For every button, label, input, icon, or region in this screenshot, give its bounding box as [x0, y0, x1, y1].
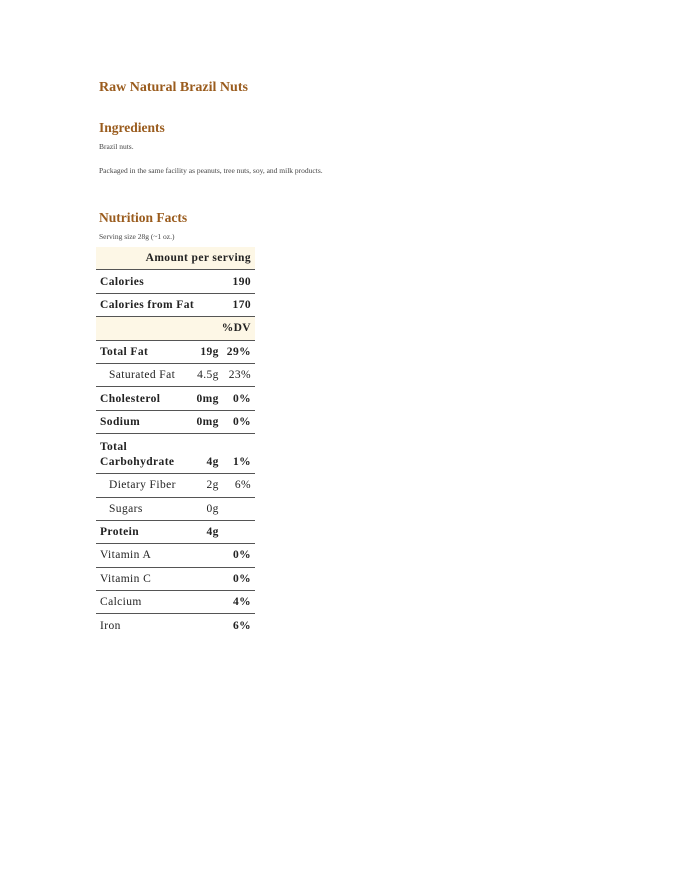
product-title: Raw Natural Brazil Nuts	[99, 80, 248, 95]
table-row	[96, 387, 255, 410]
nutrient-amount	[187, 567, 223, 590]
serving-size: Serving size 28g (~1 oz.)	[99, 232, 175, 241]
table-row	[96, 497, 255, 520]
ingredients-heading: Ingredients	[99, 120, 165, 135]
table-row	[96, 591, 255, 614]
calories-from-fat-label: Calories from Fat	[96, 293, 223, 316]
nutrient-dv: 23%	[223, 363, 255, 386]
nutrient-label: Sodium	[96, 410, 187, 433]
nutrient-label: Protein	[96, 520, 187, 543]
allergen-statement: Packaged in the same facility as peanuts, tree nuts, soy, and milk products.	[99, 166, 323, 175]
nutrient-dv	[223, 497, 255, 520]
nutrient-label: Vitamin C	[96, 567, 187, 590]
table-row	[96, 614, 255, 637]
nutrient-label: Saturated Fat	[96, 363, 187, 386]
table-row	[96, 340, 255, 363]
amount-per-serving-row	[96, 247, 255, 270]
product-info-page	[99, 78, 499, 632]
table-row	[96, 567, 255, 590]
nutrient-amount: 4g	[187, 520, 223, 543]
calories-value: 190	[223, 270, 255, 293]
nutrient-dv: 1%	[223, 434, 255, 474]
table-row	[96, 520, 255, 543]
table-row	[96, 410, 255, 433]
nutrient-dv: 0%	[223, 544, 255, 567]
calories-from-fat-row	[96, 293, 255, 316]
nutrient-label: Vitamin A	[96, 544, 187, 567]
nutrient-label-line1: Total	[100, 441, 128, 454]
nutrient-amount	[187, 591, 223, 614]
nutrient-dv: 29%	[223, 340, 255, 363]
nutrient-label: Sugars	[96, 497, 187, 520]
nutrient-amount: 0mg	[187, 410, 223, 433]
nutrient-label: Total Fat	[96, 340, 187, 363]
nutrient-label-line2: Carbohydrate	[100, 456, 175, 469]
nutrient-dv: 6%	[232, 619, 251, 632]
amount-per-serving-header: Amount per serving	[96, 247, 255, 270]
nutrient-dv: 0%	[223, 567, 255, 590]
nutrient-label: Dietary Fiber	[96, 474, 187, 497]
nutrient-dv: 0%	[223, 410, 255, 433]
nutrient-label: Calcium	[96, 591, 187, 614]
table-row	[96, 474, 255, 497]
nutrient-label	[96, 434, 187, 474]
ingredients-text: Brazil nuts.	[99, 142, 134, 151]
nutrient-label: Iron	[100, 619, 121, 632]
nutrient-dv: 4%	[223, 591, 255, 614]
nutrient-amount: 2g	[187, 474, 223, 497]
nutrient-amount: 19g	[187, 340, 223, 363]
nutrient-amount: 4.5g	[187, 363, 223, 386]
calories-label: Calories	[96, 270, 223, 293]
table-row	[96, 363, 255, 386]
nutrient-label: Cholesterol	[96, 387, 187, 410]
nutrient-amount: 4g	[187, 434, 223, 474]
nutrient-dv: 6%	[223, 474, 255, 497]
nutrient-amount	[187, 614, 223, 637]
nutrition-facts-table	[96, 247, 255, 637]
nutrition-facts-heading: Nutrition Facts	[99, 210, 188, 225]
calories-row	[96, 270, 255, 293]
nutrient-dv	[223, 520, 255, 543]
nutrient-amount	[187, 544, 223, 567]
dv-header-row	[96, 317, 255, 340]
nutrient-amount: 0mg	[187, 387, 223, 410]
nutrient-amount: 0g	[187, 497, 223, 520]
calories-from-fat-value: 170	[223, 293, 255, 316]
table-row	[96, 434, 255, 474]
table-row	[96, 544, 255, 567]
dv-header: %DV	[96, 317, 255, 340]
nutrient-dv: 0%	[223, 387, 255, 410]
